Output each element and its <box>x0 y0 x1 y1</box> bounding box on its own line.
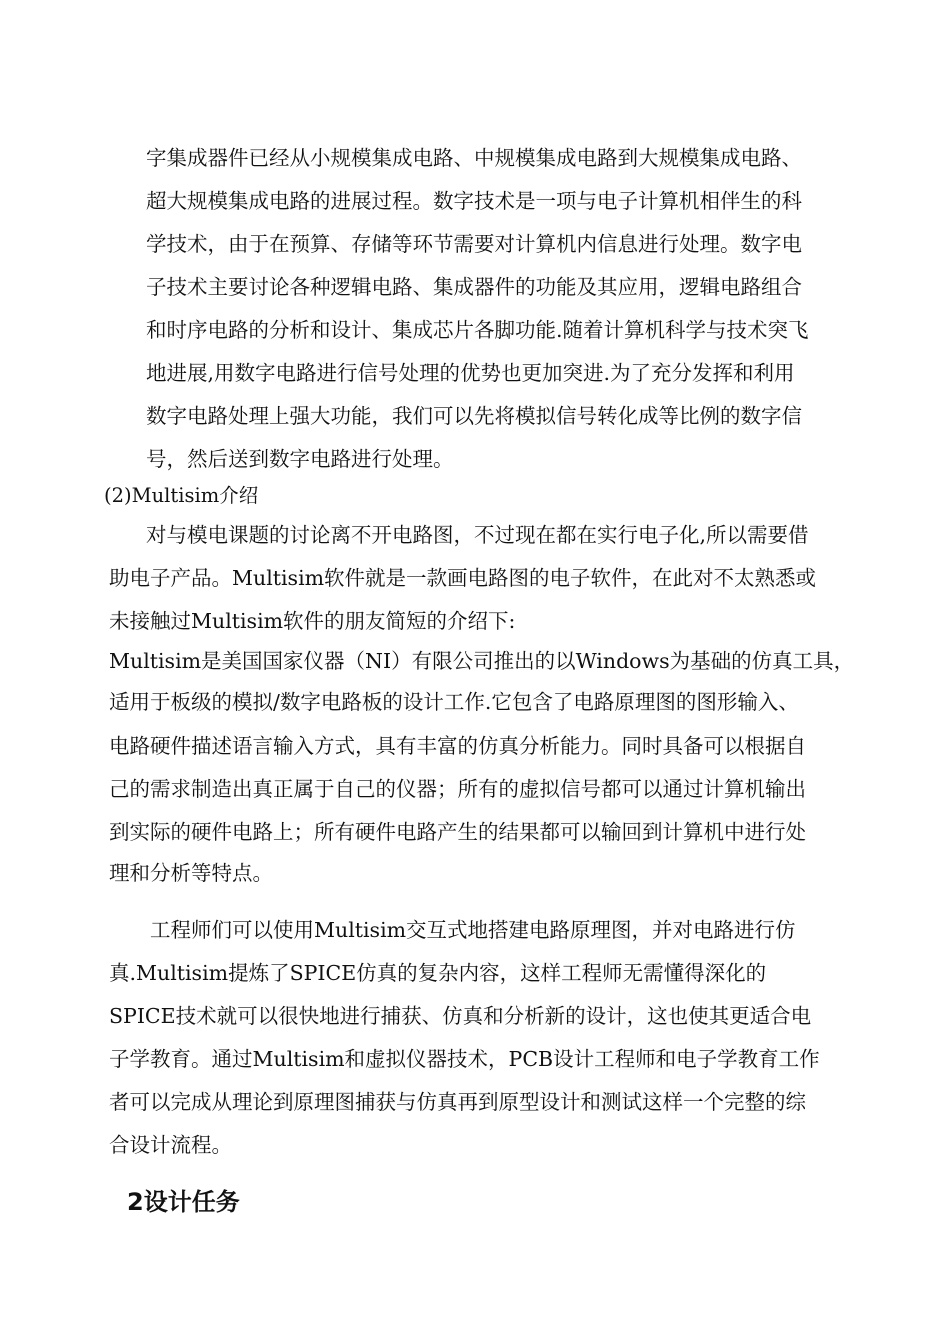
text-line: 地进展,用数字电路进行信号处理的优势也更加突进.为了充分发挥和利用 <box>146 361 795 385</box>
section-heading-design-task: 2设计任务 <box>127 1188 240 1216</box>
text-line: 数字电路处理上强大功能，我们可以先将模拟信号转化成等比例的数字信 <box>146 404 802 428</box>
text-line: Multisim是美国国家仪器（NI）有限公司推出的以Windows为基础的仿真工具， <box>109 649 855 673</box>
text-line: 电路硬件描述语言输入方式，具有丰富的仿真分析能力。同时具备可以根据自 <box>109 734 806 758</box>
text-line: 己的需求制造出真正属于自己的仪器；所有的虚拟信号都可以通过计算机输出 <box>109 777 806 801</box>
text-line: 超大规模集成电路的进展过程。数字技术是一项与电子计算机相伴生的科 <box>146 189 802 213</box>
text-line: 到实际的硬件电路上；所有硬件电路产生的结果都可以输回到计算机中进行处 <box>109 820 806 844</box>
text-line: 子学教育。通过Multisim和虚拟仪器技术，PCB设计工程师和电子学教育工作 <box>109 1047 820 1071</box>
text-line: 对与模电课题的讨论离不开电路图，不过现在都在实行电子化,所以需要借 <box>146 523 809 547</box>
text-line: 理和分析等特点。 <box>109 861 273 885</box>
text-line: 未接触过Multisim软件的朋友简短的介绍下: <box>109 609 516 633</box>
text-line: 和时序电路的分析和设计、集成芯片各脚功能.随着计算机科学与技术突飞 <box>146 318 809 342</box>
text-line: 子技术主要讨论各种逻辑电路、集成器件的功能及其应用，逻辑电路组合 <box>146 275 802 299</box>
text-line: 号，然后送到数字电路进行处理。 <box>146 447 454 471</box>
text-line: 适用于板级的模拟/数字电路板的设计工作.它包含了电路原理图的图形输入、 <box>109 690 799 714</box>
text-line: SPICE技术就可以很快地进行捕获、仿真和分析新的设计，这也使其更适合电 <box>109 1004 812 1028</box>
section-title-multisim: (2)Multisim介绍 <box>104 484 259 507</box>
text-line: 合设计流程。 <box>109 1133 232 1157</box>
text-line: 字集成器件已经从小规模集成电路、中规模集成电路到大规模集成电路、 <box>146 146 802 170</box>
text-line: 学技术，由于在预算、存储等环节需要对计算机内信息进行处理。数字电 <box>146 232 802 256</box>
text-line: 工程师们可以使用Multisim交互式地搭建电路原理图，并对电路进行仿 <box>150 918 796 942</box>
text-line: 真.Multisim提炼了SPICE仿真的复杂内容，这样工程师无需懂得深化的 <box>109 961 767 985</box>
text-line: 者可以完成从理论到原理图捕获与仿真再到原型设计和测试这样一个完整的综 <box>109 1090 806 1114</box>
text-line: 助电子产品。Multisim软件就是一款画电路图的电子软件，在此对不太熟悉或 <box>109 566 817 590</box>
